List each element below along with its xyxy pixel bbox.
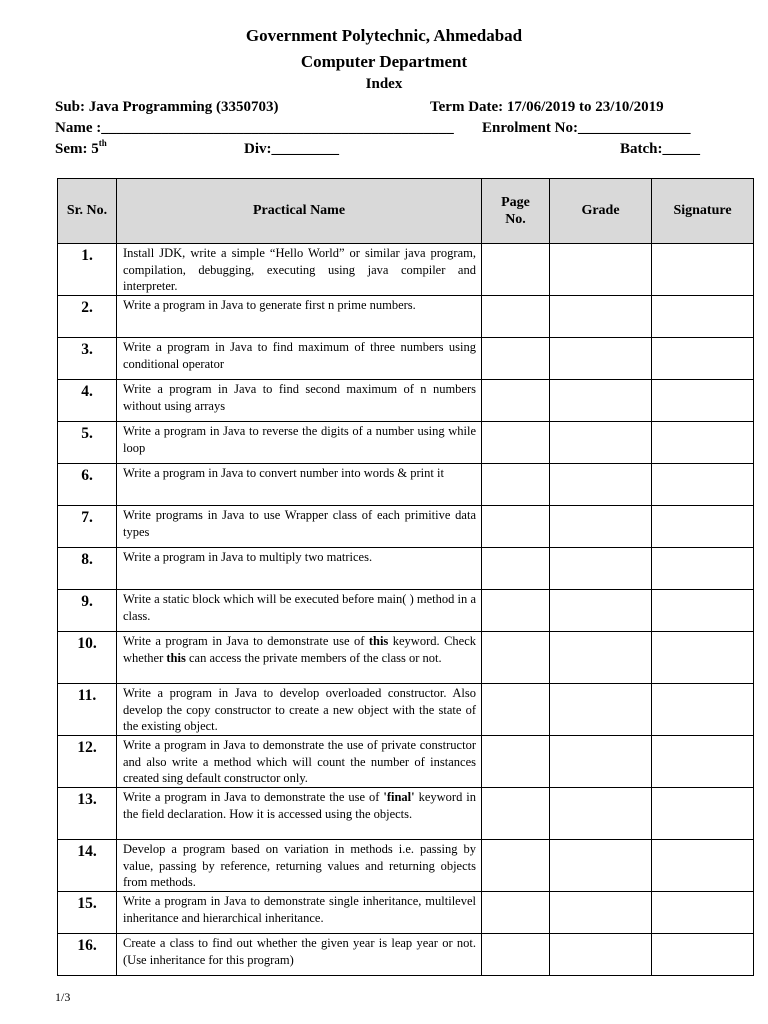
signature-cell[interactable] — [652, 296, 754, 338]
page-no-cell[interactable] — [482, 632, 550, 684]
sr-no-cell: 8. — [58, 548, 117, 590]
header-practical-name: Practical Name — [117, 179, 482, 244]
practical-name-cell: Write a program in Java to convert number into words & print it — [117, 464, 482, 506]
keyword-text: this — [166, 650, 186, 665]
sr-no-cell: 13. — [58, 788, 117, 840]
subject-label: Sub: Java Programming (3350703) — [55, 99, 279, 115]
signature-cell[interactable] — [652, 736, 754, 788]
batch-field[interactable]: _____ — [662, 141, 700, 157]
practical-name-cell: Write programs in Java to use Wrapper class of each primitive data types — [117, 506, 482, 548]
practical-name-cell: Write a program in Java to demonstrate single inheritance, multilevel inheritance and hierarchical inheritance. — [117, 892, 482, 934]
index-table — [57, 178, 754, 976]
grade-cell[interactable] — [550, 632, 652, 684]
sr-no-cell: 2. — [58, 296, 117, 338]
practical-name-cell — [117, 788, 482, 840]
table-row — [58, 338, 754, 380]
div-field[interactable]: _________ — [271, 141, 339, 157]
enrolment-field[interactable]: _______________ — [577, 120, 691, 136]
sr-no-cell: 6. — [58, 464, 117, 506]
practical-name-cell: Write a program in Java to reverse the digits of a number using while loop — [117, 422, 482, 464]
table-header-row — [58, 179, 754, 244]
table-row — [58, 464, 754, 506]
signature-cell[interactable] — [652, 632, 754, 684]
page-no-cell[interactable] — [482, 422, 550, 464]
name-label: Name : — [55, 120, 102, 136]
keyword-text: this — [368, 634, 389, 648]
table-row — [58, 590, 754, 632]
signature-cell[interactable] — [652, 506, 754, 548]
signature-cell[interactable] — [652, 788, 754, 840]
sr-no-cell: 9. — [58, 590, 117, 632]
name-line — [55, 120, 454, 137]
table-row — [58, 632, 754, 684]
signature-cell[interactable] — [652, 244, 754, 296]
sr-no-cell: 14. — [58, 840, 117, 892]
grade-cell[interactable] — [550, 338, 652, 380]
sem-line — [55, 138, 107, 158]
table-row — [58, 736, 754, 788]
grade-cell[interactable] — [550, 934, 652, 976]
page-no-cell[interactable] — [482, 840, 550, 892]
grade-cell[interactable] — [550, 684, 652, 736]
signature-cell[interactable] — [652, 684, 754, 736]
practical-name-cell: Install JDK, write a simple “Hello World” or similar java program, compilation, debugging, executing using java compiler and interpreter. — [117, 244, 482, 296]
practical-name-cell: Write a program in Java to develop overloaded constructor. Also develop the copy constructor to create a new object with the state of the existing object. — [117, 684, 482, 736]
grade-cell[interactable] — [550, 422, 652, 464]
department-title: Computer Department — [300, 52, 468, 71]
signature-cell[interactable] — [652, 338, 754, 380]
practical-name-cell: Write a program in Java to find maximum of three numbers using conditional operator — [117, 338, 482, 380]
header-page-no-text: Page No. — [501, 194, 530, 227]
table-row — [58, 506, 754, 548]
sr-no-cell: 7. — [58, 506, 117, 548]
practical-name-cell: Write a static block which will be executed before main( ) method in a class. — [117, 590, 482, 632]
batch-label: Batch: — [620, 141, 663, 157]
sem-label: Sem: 5 — [55, 141, 99, 157]
grade-cell[interactable] — [550, 788, 652, 840]
signature-cell[interactable] — [652, 934, 754, 976]
practical-name-cell: Write a program in Java to find second maximum of n numbers without using arrays — [117, 380, 482, 422]
page-no-cell[interactable] — [482, 380, 550, 422]
grade-cell[interactable] — [550, 464, 652, 506]
page-no-cell[interactable] — [482, 684, 550, 736]
table-row — [58, 788, 754, 840]
table-row — [58, 548, 754, 590]
signature-cell[interactable] — [652, 892, 754, 934]
grade-cell[interactable] — [550, 840, 652, 892]
grade-cell[interactable] — [550, 506, 652, 548]
practical-text: Write a program in Java to demonstrate the use of — [123, 790, 384, 804]
page-number: 1/3 — [55, 990, 71, 1004]
practical-name-cell: Develop a program based on variation in methods i.e. passing by value, passing by reference, returning values and returning objects from methods. — [117, 840, 482, 892]
table-row — [58, 244, 754, 296]
grade-cell[interactable] — [550, 736, 652, 788]
table-row — [58, 684, 754, 736]
page-no-cell[interactable] — [482, 296, 550, 338]
table-row — [58, 422, 754, 464]
sr-no-cell: 15. — [58, 892, 117, 934]
grade-cell[interactable] — [550, 892, 652, 934]
practical-text: Write a program in Java to demonstrate use of — [123, 634, 369, 648]
grade-cell[interactable] — [550, 380, 652, 422]
table-row — [58, 380, 754, 422]
sr-no-cell: 10. — [58, 632, 117, 684]
practical-text: keyword in the field declaration. How it is accessed using the objects. — [123, 790, 476, 821]
practical-name-cell: Create a class to find out whether the given year is leap year or not. (Use inheritance for this program) — [117, 934, 482, 976]
signature-cell[interactable] — [652, 590, 754, 632]
practical-name-cell: Write a program in Java to demonstrate the use of private constructor and also write a method which will count the number of instances created sing default constructor only. — [117, 736, 482, 788]
practical-text: can access the private members of the class or not. — [185, 650, 442, 665]
enrolment-label: Enrolment No: — [482, 120, 578, 136]
sr-no-cell: 5. — [58, 422, 117, 464]
practical-name-cell: Write a program in Java to generate first n prime numbers. — [117, 296, 482, 338]
sr-no-cell: 12. — [58, 736, 117, 788]
sr-no-cell: 4. — [58, 380, 117, 422]
page-no-cell[interactable] — [482, 736, 550, 788]
sr-no-cell: 16. — [58, 934, 117, 976]
table-row — [58, 296, 754, 338]
signature-cell[interactable] — [652, 464, 754, 506]
table-row — [58, 892, 754, 934]
grade-cell[interactable] — [550, 244, 652, 296]
header-page-no — [482, 179, 550, 244]
practical-name-cell — [117, 632, 482, 684]
sr-no-cell: 1. — [58, 244, 117, 296]
page-no-cell[interactable] — [482, 934, 550, 976]
grade-cell[interactable] — [550, 590, 652, 632]
div-label: Div: — [244, 141, 272, 157]
page-title: Index — [365, 76, 403, 92]
table-row — [58, 934, 754, 976]
term-date-label: Term Date: 17/06/2019 to 23/10/2019 — [430, 99, 664, 115]
page-no-cell[interactable] — [482, 506, 550, 548]
sem-superscript: th — [98, 138, 107, 148]
signature-cell[interactable] — [652, 548, 754, 590]
grade-cell[interactable] — [550, 548, 652, 590]
institute-title: Government Polytechnic, Ahmedabad — [245, 26, 523, 45]
page-no-cell[interactable] — [482, 590, 550, 632]
practical-name-cell: Write a program in Java to multiply two matrices. — [117, 548, 482, 590]
grade-cell[interactable] — [550, 296, 652, 338]
signature-cell[interactable] — [652, 840, 754, 892]
page-no-cell[interactable] — [482, 548, 550, 590]
signature-cell[interactable] — [652, 380, 754, 422]
page-no-cell[interactable] — [482, 244, 550, 296]
header-sr-no: Sr. No. — [58, 179, 117, 244]
page-no-cell[interactable] — [482, 464, 550, 506]
div-line — [244, 141, 339, 158]
name-field[interactable]: _______________________________________________ — [101, 120, 454, 136]
batch-line — [620, 141, 700, 158]
keyword-text: 'final' — [383, 790, 415, 804]
sr-no-cell: 11. — [58, 684, 117, 736]
header-signature: Signature — [652, 179, 754, 244]
table-row — [58, 840, 754, 892]
page-no-cell[interactable] — [482, 788, 550, 840]
page-no-cell[interactable] — [482, 338, 550, 380]
enrolment-line — [482, 120, 690, 137]
practical-text: keyword. Check whether — [123, 634, 477, 665]
sr-no-cell: 3. — [58, 338, 117, 380]
header-grade: Grade — [550, 179, 652, 244]
page-no-cell[interactable] — [482, 892, 550, 934]
signature-cell[interactable] — [652, 422, 754, 464]
